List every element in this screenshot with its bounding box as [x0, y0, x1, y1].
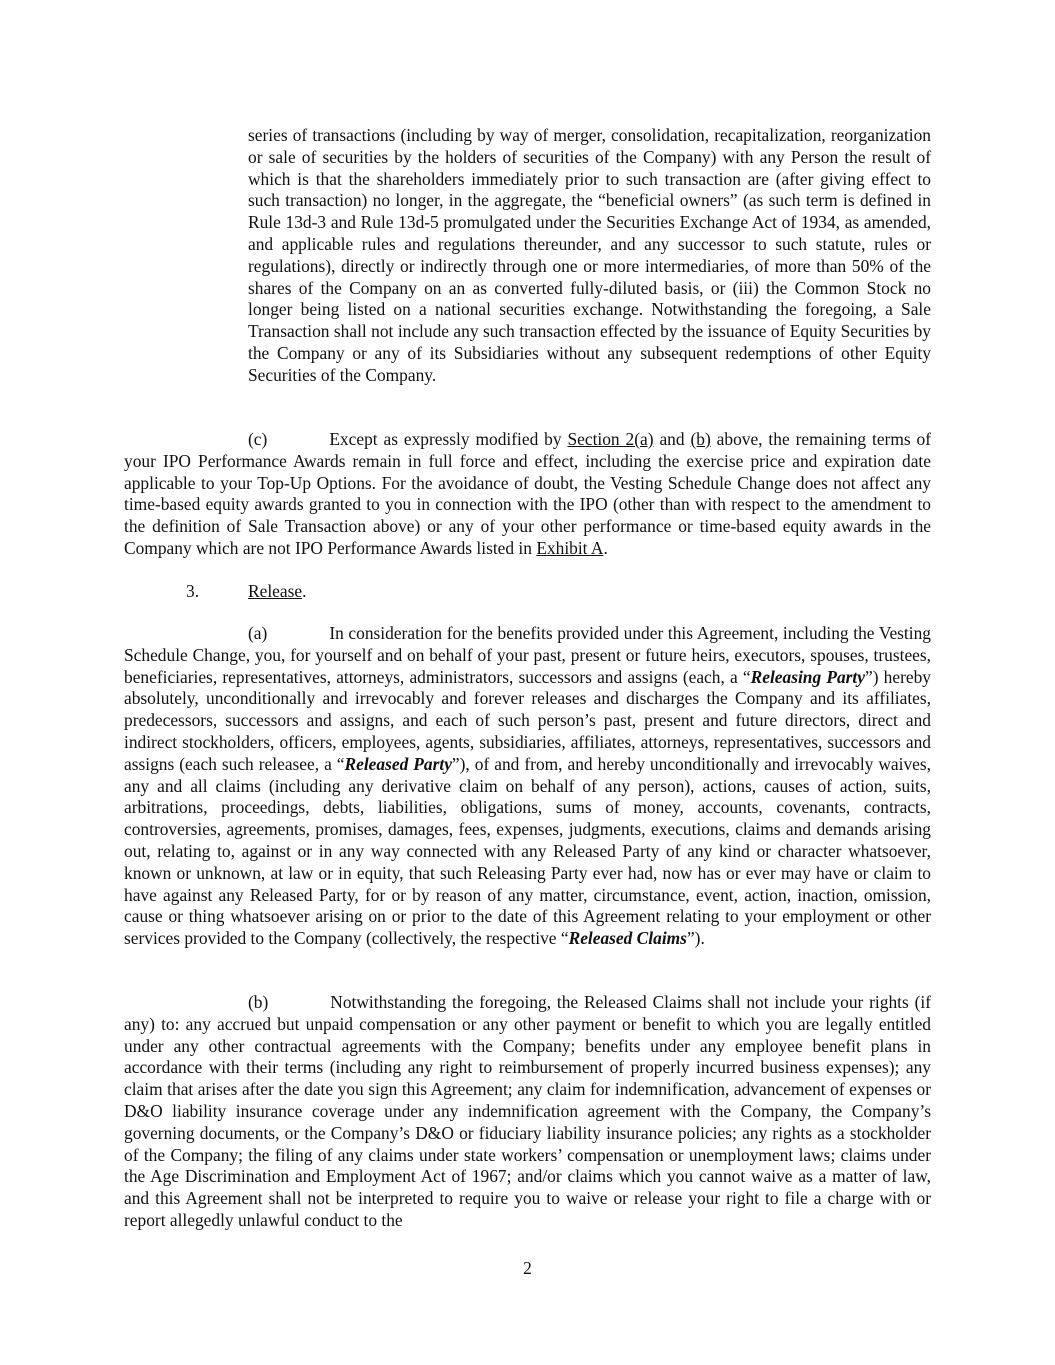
defined-term-released-party: Released Party	[344, 753, 452, 774]
paragraph-3b-label: (b)	[248, 992, 269, 1012]
paragraph-3b: (b) Notwithstanding the foregoing, the Released Claims shall not include your rights (if any) to: any accrued but unpaid compensation or any other payment or benefit to which you are legally entitled under any other contractual agreements with the Company; benefits under any employee benefit plans in accordance with their terms (including any right to reimbursement of properly incurred business expenses); any claim that arises after the date you sign this Agreement; any claim for indemnification, advancement of expenses or D&O liability insurance coverage under any indemnification agreement with the Company, the Company’s governing documents, or the Company’s D&O or fiduciary liability insurance policies; any rights as a stockholder of the Company; the filing of any claims under state workers’ compensation or unemployment laws; claims under the Age Discrimination and Employment Act of 1967; and/or claims which you cannot waive as a matter of law, and this Agreement shall not be interpreted to require you to waive or release your right to file a charge with or report allegedly unlawful conduct to the	[124, 992, 931, 1230]
paragraph-3a: (a) In consideration for the benefits provided under this Agreement, including the Vesting Schedule Change, you, for yourself and on behalf of your past, present or future heirs, executors, spouses, trustees, beneficiaries, representatives, attorneys, administrators, successors and assigns (each, a “Releasing Party”) hereby absolutely, unconditionally and irrevocably and forever releases and discharges the Company and its affiliates, predecessors, successors and assigns, and each of such person’s past, present and future directors, direct and indirect stockholders, officers, employees, agents, subsidiaries, affiliates, attorneys, representatives, successors and assigns (each such releasee, a “Released Party”), of and from, and hereby unconditionally and irrevocably waives, any and all claims (including any derivative claim on behalf of any person), actions, causes of action, suits, arbitrations, proceedings, debts, liabilities, obligations, sums of money, accounts, covenants, contracts, controversies, agreements, promises, damages, fees, expenses, judgments, executions, claims and demands arising out, relating to, against or in any way connected with any Released Party of any kind or character whatsoever, known or unknown, at law or in equity, that such Releasing Party ever had, now has or ever may have or claim to have against any Released Party, for or by reason of any matter, circumstance, event, action, inaction, omission, cause or thing whatsoever arising on or prior to the date of this Agreement relating to your employment or other services provided to the Company (collectively, the respective “Released Claims”).	[124, 623, 932, 949]
continued-paragraph: series of transactions (including by way of merger, consolidation, recapitalization, reorganization or sale of securities by the holders of securities of the Company) with any Person the result of which is that the shareholders immediately prior to such transaction are (after giving effect to such transaction) no longer, in the aggregate, the “beneficial owners” (as such term is defined in Rule 13d-3 and Rule 13d-5 promulgated under the Securities Exchange Act of 1934, as amended, and applicable rules and regulations thereunder, and any successor to such statute, rules or regulations), directly or indirectly through one or more intermediaries, of more than 50% of the shares of the Company on an as converted fully-diluted basis, or (iii) the Common Stock no longer being listed on a national securities exchange. Notwithstanding the foregoing, a Sale Transaction shall not include any such transaction effected by the issuance of Equity Securities by the Company or any of its Subsidiaries without any subsequent redemptions of other Equity Securities of the Company.	[248, 125, 931, 385]
defined-term-releasing-party: Releasing Party	[750, 666, 865, 687]
section-3-number: 3.	[186, 581, 200, 601]
section-3-heading: 3. Release.	[186, 581, 307, 601]
section-3-title: Release	[248, 581, 303, 601]
page-number: 2	[523, 1258, 532, 1278]
paragraph-3a-label: (a)	[248, 623, 268, 643]
section-2b-reference: (b)	[690, 429, 711, 449]
paragraph-2c: (c) Except as expressly modified by Section 2(a) and (b) above, the remaining terms of your IPO Performance Awards remain in full force and effect, including the exercise price and expiration date applicable to your Top-Up Options. For the avoidance of doubt, the Vesting Schedule Change does not affect any time-based equity awards granted to you in connection with the IPO (other than with respect to the amendment to the definition of Sale Transaction above) or any of your other performance or time-based equity awards in the Company which are not IPO Performance Awards listed in Exhibit A.	[124, 429, 932, 558]
defined-term-released-claims: Released Claims	[568, 928, 687, 949]
exhibit-a-reference: Exhibit A	[536, 537, 604, 558]
section-2a-reference: Section 2(a)	[567, 429, 654, 449]
paragraph-2c-label: (c)	[248, 429, 268, 449]
